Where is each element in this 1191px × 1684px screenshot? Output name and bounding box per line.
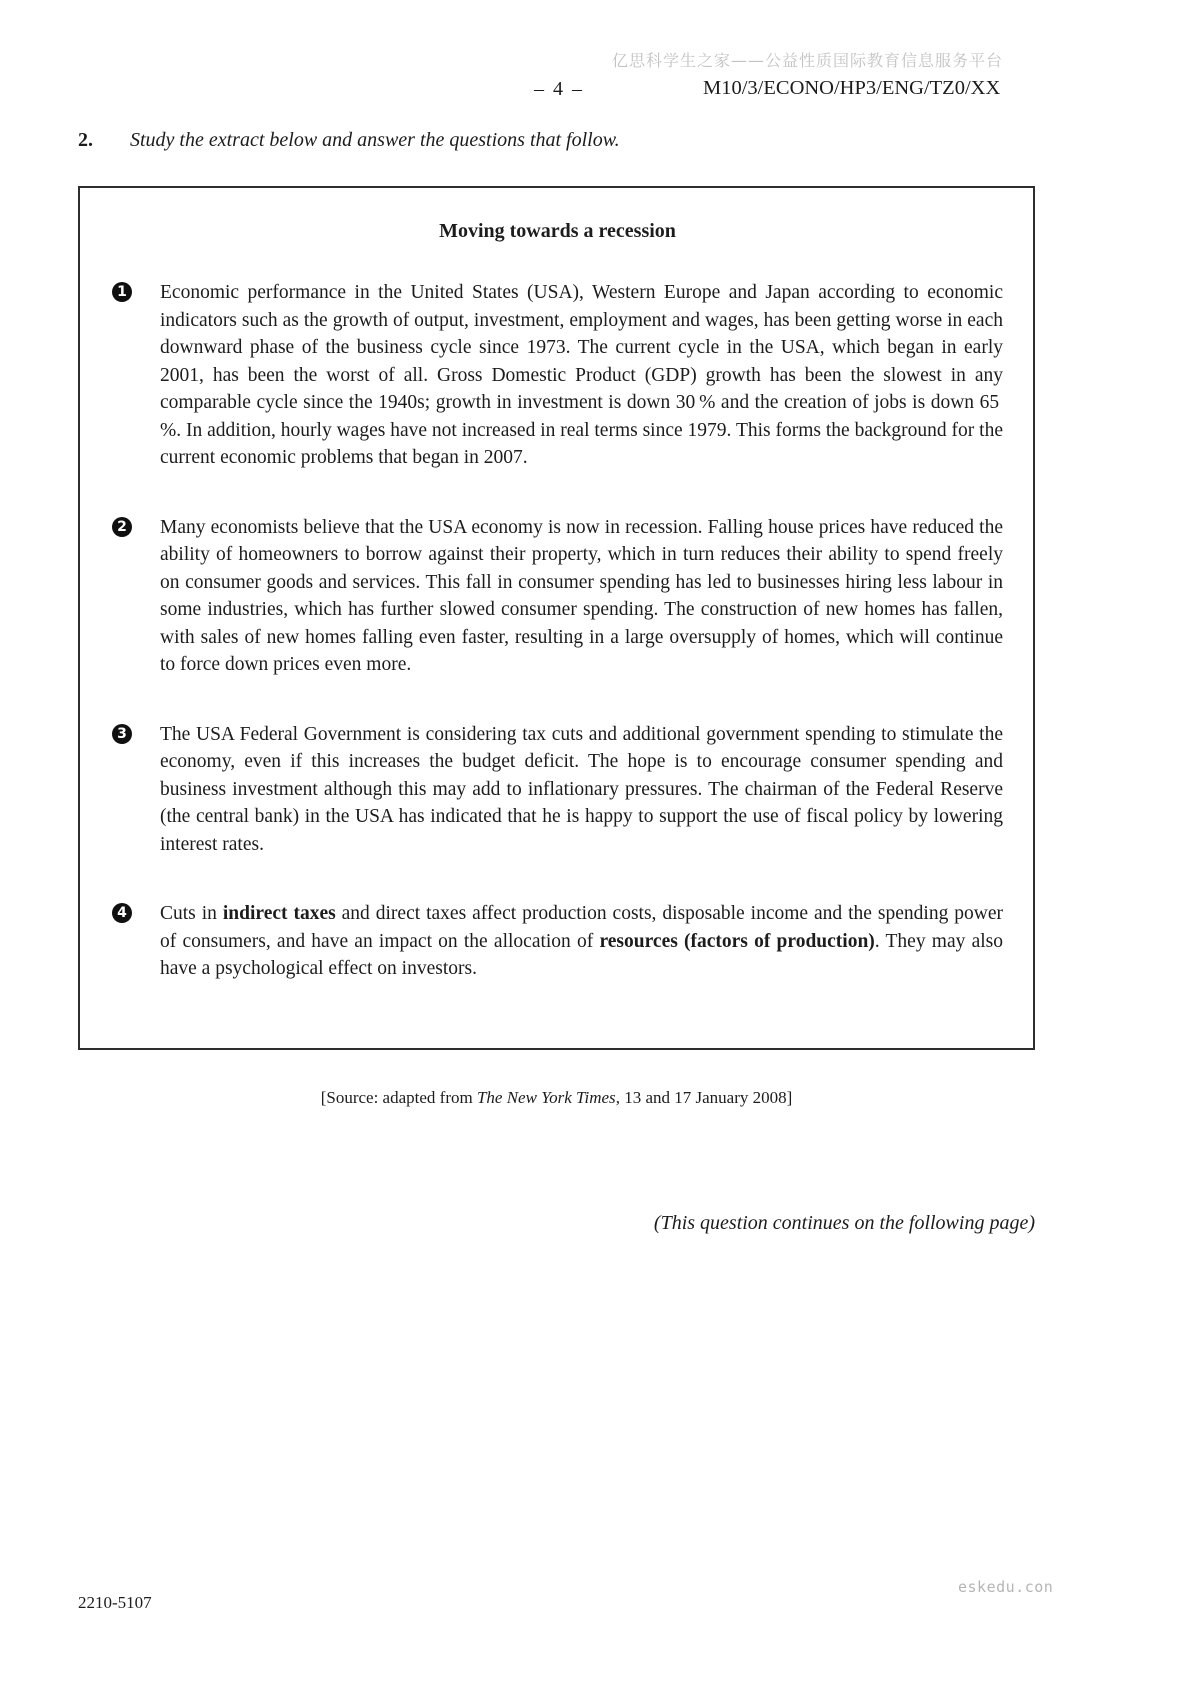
paragraph-marker (112, 279, 160, 472)
site-footer-watermark: eskedu.con (958, 1578, 1054, 1596)
paragraph-marker (112, 514, 160, 679)
site-watermark-text: 亿思科学生之家——公益性质国际教育信息服务平台 (612, 51, 1004, 70)
extract-paragraph-3 (112, 721, 1003, 859)
paragraph-segment: and direct taxes affect production costs, disposable income and the spending power of consumers, and have an impact on the allocation of (160, 903, 1004, 952)
circled-number-3-icon: 3 (112, 724, 132, 744)
source-attribution (78, 1088, 1035, 1108)
extract-paragraph-1 (112, 279, 1003, 472)
circled-number-4-icon: 4 (112, 903, 132, 923)
question-row (78, 129, 1035, 152)
bold-term-resources: resources (factors of production) (599, 930, 875, 952)
paragraph-text: Economic performance in the United States (USA), Western Europe and Japan according to economic indicators such as the growth of output, investment, employment and wages, has been getting worse in each downward phase of the business cycle since 1973. The current cycle in the USA, which began in early 2001, has been the worst of all. Gross Domestic Product (GDP) growth has been the slowest in any comparable cycle since the 1940s; growth in investment is down 30 % and the creation of jobs is down 65 %. In addition, hourly wages have not increased in real terms since 1979. This forms the background for the current economic problems that began in 2007. (160, 282, 1003, 468)
circled-number-1-icon: 1 (112, 282, 132, 302)
paragraph-text (160, 900, 1003, 983)
bold-term-indirect-taxes: indirect taxes (222, 903, 336, 924)
paragraph-marker (112, 721, 160, 859)
extract-title: Moving towards a recession (439, 220, 676, 242)
extract-paragraph-2 (112, 514, 1003, 679)
circled-number-2-icon: 2 (112, 517, 132, 537)
source-prefix: [Source: adapted from (320, 1088, 477, 1107)
paper-code: M10/3/ECONO/HP3/ENG/TZ0/XX (703, 77, 1001, 99)
extract-paragraph-4 (112, 900, 1003, 983)
question-instruction: Study the extract below and answer the questions that follow. (130, 129, 620, 151)
paragraph-segment: Cuts in (160, 903, 223, 924)
paragraph-text: The USA Federal Government is considering tax cuts and additional government spending to stimulate the economy, even if this increases the budget deficit. The hope is to encourage consumer spending and business investment although this may add to inflationary pressures. The chairman of the Federal Reserve (the central bank) in the USA has indicated that he is happy to support the use of fiscal policy by lowering interest rates. (160, 723, 1003, 855)
paragraph-marker (112, 900, 160, 983)
page-number: – 4 – (534, 78, 584, 100)
paper-reference-code: 2210-5107 (78, 1593, 152, 1612)
paragraph-text: Many economists believe that the USA economy is now in recession. Falling house prices have reduced the ability of homeowners to borrow against their property, which in turn reduces their ability to spend freely on consumer goods and services. This fall in consumer spending has led to businesses hiring less labour in some industries, which has further slowed consumer spending. The construction of new homes has fallen, with sales of new homes falling even faster, resulting in a large oversupply of homes, which will continue to force down prices even more. (160, 516, 1003, 675)
paragraph-segment: . They may also have a psychological effect on investors. (160, 930, 1003, 979)
extract-box (78, 186, 1035, 1050)
question-number: 2. (78, 129, 93, 151)
continues-note: (This question continues on the following page) (653, 1212, 1035, 1234)
source-suffix: , 13 and 17 January 2008] (615, 1088, 793, 1107)
source-publication: The New York Times (476, 1088, 616, 1107)
